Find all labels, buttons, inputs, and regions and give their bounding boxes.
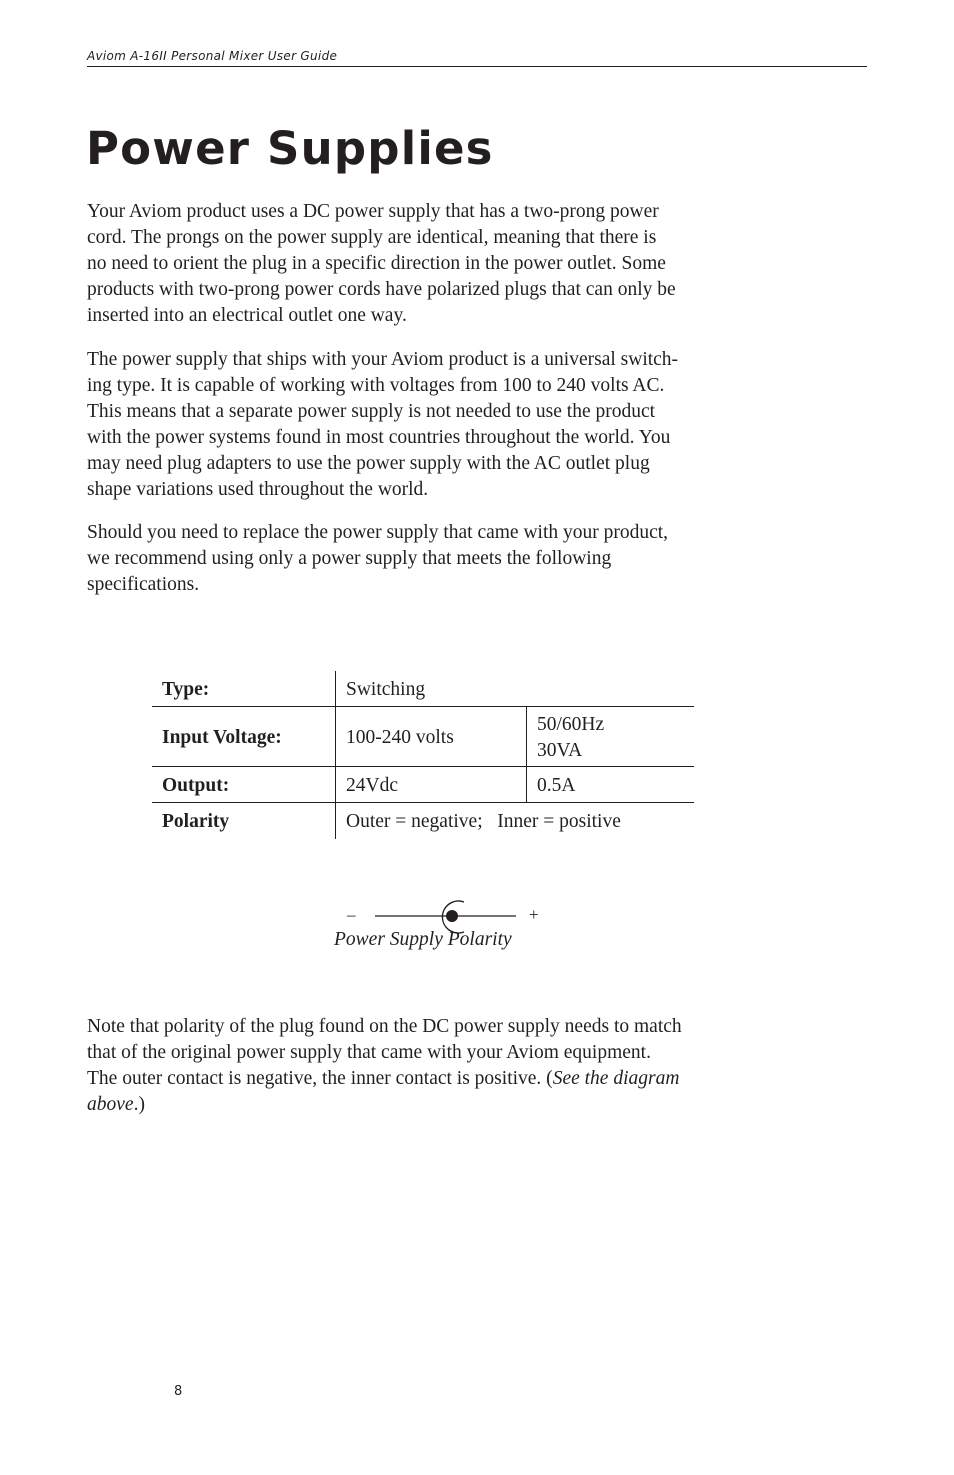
spec-label-input-voltage: Input Voltage: — [162, 727, 282, 748]
italic-reference: See the diagram — [552, 1068, 680, 1090]
text-line: Should you need to replace the power supply that came with your product, — [87, 522, 669, 543]
text-segment: The outer contact is negative, the inner contact is positive. ( — [87, 1068, 553, 1090]
spec-table — [152, 671, 694, 839]
text-line: with the power systems found in most countries throughout the world. You — [87, 427, 671, 449]
text-segment: .) — [133, 1094, 145, 1116]
page-number: 8 — [174, 1384, 183, 1399]
spec-label-type: Type: — [162, 679, 210, 700]
polarity-note-paragraph — [87, 1014, 767, 1118]
polarity-caption: Power Supply Polarity — [334, 929, 512, 950]
spec-value-polarity: Outer = negative; Inner = positive — [346, 811, 621, 832]
text-line: ing type. It is capable of working with voltages from 100 to 240 volts AC. — [87, 375, 665, 397]
text-line: may need plug adapters to use the power supply with the AC outlet plug — [87, 453, 650, 475]
spec-value-input-power: 30VA — [537, 740, 583, 761]
text-line: Note that polarity of the plug found on the DC power supply needs to match — [87, 1016, 682, 1037]
table-divider-horizontal — [152, 766, 694, 767]
text-line: products with two-prong power cords have polarized plugs that can only be — [87, 279, 676, 301]
text-line: cord. The prongs on the power supply are identical, meaning that there is — [87, 227, 657, 249]
positive-sign: + — [529, 905, 539, 924]
text-line: The power supply that ships with your Aviom product is a universal switch- — [87, 349, 679, 370]
spec-label-polarity: Polarity — [162, 811, 230, 832]
table-divider-vertical — [335, 671, 336, 839]
page-title: Power Supplies — [86, 122, 494, 175]
negative-sign: – — [347, 905, 356, 924]
spec-value-input-voltage: 100-240 volts — [346, 727, 454, 748]
spec-value-output-voltage: 24Vdc — [346, 775, 398, 796]
text-line: no need to orient the plug in a specific direction in the power outlet. Some — [87, 253, 666, 275]
spec-value-input-frequency: 50/60Hz — [537, 714, 605, 735]
spec-value-type: Switching — [346, 679, 426, 700]
text-line: we recommend using only a power supply that meets the following — [87, 548, 612, 570]
header-rule — [87, 66, 867, 67]
text-line: This means that a separate power supply is not needed to use the product — [87, 401, 656, 423]
text-line — [87, 1066, 767, 1092]
replacement-paragraph — [87, 520, 767, 598]
text-line: shape variations used throughout the world. — [87, 479, 429, 501]
table-divider-horizontal — [152, 706, 694, 707]
text-line: that of the original power supply that came with your Aviom equipment. — [87, 1042, 651, 1064]
table-divider-vertical — [526, 706, 527, 803]
polarity-diagram — [320, 890, 560, 960]
intro-paragraph — [87, 199, 767, 329]
spec-value-output-current: 0.5A — [537, 775, 576, 796]
text-line: specifications. — [87, 574, 200, 596]
running-header: Aviom A-16II Personal Mixer User Guide — [87, 49, 338, 63]
italic-reference: above — [87, 1094, 134, 1116]
table-divider-horizontal — [152, 802, 694, 803]
text-line: inserted into an electrical outlet one way. — [87, 305, 407, 327]
universal-supply-paragraph — [87, 347, 767, 504]
text-line: Your Aviom product uses a DC power supply that has a two-prong power — [87, 201, 659, 222]
spec-label-output: Output: — [162, 775, 230, 796]
text-line — [87, 1092, 767, 1118]
